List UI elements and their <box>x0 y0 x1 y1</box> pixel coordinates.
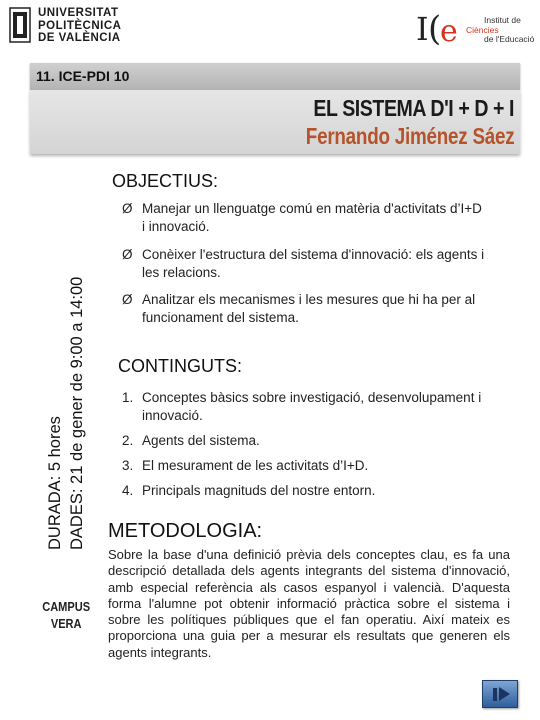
content-2-text: Agents del sistema. <box>142 433 260 448</box>
metodologia-heading: METODOLOGIA: <box>108 520 263 542</box>
campus-line-2: VERA <box>50 616 82 631</box>
content-number: 4. <box>122 483 134 498</box>
upv-line-1: UNIVERSITAT <box>38 7 119 19</box>
dates-text: DADES: 21 de gener de 9:00 a 14:00 <box>68 276 86 550</box>
next-slide-button[interactable] <box>482 680 518 708</box>
ice-logo <box>410 9 535 49</box>
ice-line-2: Ciències <box>466 24 499 35</box>
ice-mark-paren: ( <box>428 9 442 49</box>
content-4-text: Principals magnituds del nostre entorn. <box>142 483 376 498</box>
play-triangle-icon <box>499 687 510 701</box>
course-code-banner <box>30 63 520 90</box>
objective-3-line-1: Analitzar els mecanismes i les mesures que hi ha per al <box>142 292 476 307</box>
title-box <box>30 90 520 154</box>
content-number: 3. <box>122 458 134 473</box>
arrow-bullet-icon: Ø <box>122 247 133 262</box>
objective-2-line-2: les relacions. <box>142 264 221 280</box>
content-3-text: El mesurament de les activitats d’I+D. <box>142 458 369 473</box>
upv-seal-icon <box>8 6 32 44</box>
course-title: EL SISTEMA D'I + D + I <box>313 95 514 121</box>
objective-2-line-1: Conèixer l'estructura del sistema d'innovació: els agents i <box>142 247 485 262</box>
course-code: 11. ICE-PDI 10 <box>36 68 130 84</box>
ice-wordmark <box>466 16 534 45</box>
ice-mark-e: e <box>440 14 458 49</box>
ice-line-1: Institut de <box>484 15 521 25</box>
upv-line-2: POLITÈCNICA <box>38 19 122 32</box>
campus-label <box>42 598 90 632</box>
arrow-bullet-icon: Ø <box>122 292 133 307</box>
arrow-bullet-icon: Ø <box>122 201 133 216</box>
objective-1-line-2: i innovació. <box>142 218 210 234</box>
content-1-line-1: Conceptes bàsics sobre investigació, desenvolupament i <box>142 390 482 405</box>
ice-line-3: de l'Educació <box>484 34 535 44</box>
sidebar <box>18 160 98 660</box>
course-author: Fernando Jiménez Sáez <box>305 123 514 149</box>
duration-text: DURADA: 5 hores <box>46 416 64 550</box>
upv-line-3: DE VALÈNCIA <box>38 32 121 44</box>
next-slide-icon <box>493 688 497 701</box>
upv-wordmark <box>38 7 121 45</box>
upv-logo <box>8 6 138 46</box>
ice-mark-i: I <box>416 10 429 48</box>
objectius-heading: OBJECTIUS: <box>112 171 219 191</box>
metodologia-paragraph: Sobre la base d'una definició prèvia dels conceptes clau, es fa una descripció detallada dels agents integrants del sistema d'innovació, amb especial referència als casos espanyol i valencià. D'aquesta forma l'alumne pot obtenir informació pràctica sobre el sistema i sobre les polítiques públiques que el fan operatiu. Així mateix es proporciona una guia per a mesurar els resultats que generen els agents integrants. <box>108 547 510 660</box>
content-number: 2. <box>122 433 134 448</box>
continguts-heading: CONTINGUTS: <box>118 356 242 376</box>
content-number: 1. <box>122 390 134 405</box>
objective-3-line-2: funcionament del sistema. <box>142 309 299 325</box>
content-1-line-2: innovació. <box>142 407 203 423</box>
campus-line-1: CAMPUS <box>42 599 91 614</box>
sidebar-dates <box>44 170 88 550</box>
objective-1-line-1: Manejar un llenguatge comú en matèria d'activitats d’I+D <box>142 201 482 216</box>
